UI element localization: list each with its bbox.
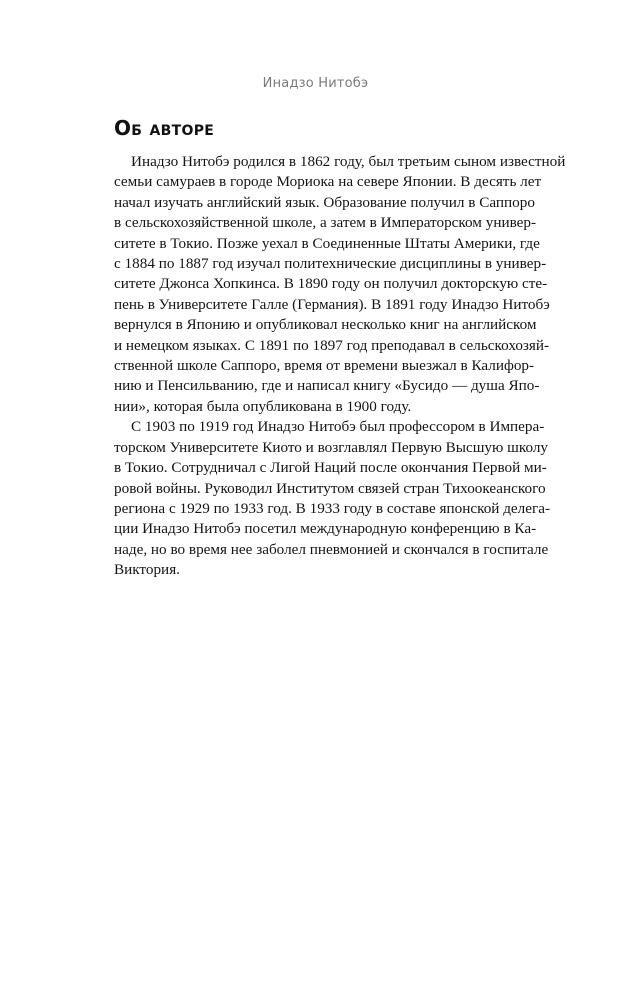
text-line: семьи самураев в городе Мориока на севере Японии. В десять лет — [114, 173, 542, 191]
text-line: ситете Джонса Хопкинса. В 1890 году он получил докторскую сте- — [114, 275, 548, 293]
text-line: торском Университете Киото и возглавлял Первую Высшую школу — [114, 438, 549, 456]
text-line: и немецком языках. С 1891 по 1897 год преподавал в сельскохозяй- — [114, 336, 550, 354]
text-line: ции Инадзо Нитобэ посетил международную конференцию в Ка- — [114, 520, 537, 538]
text-line: в сельскохозяйственной школе, а затем в Императорском универ- — [114, 214, 537, 232]
text-line: региона с 1929 по 1933 год. В 1933 году в составе японской делега- — [114, 499, 551, 517]
text-line: ровой войны. Руководил Институтом связей стран Тихоокеанского — [114, 479, 546, 497]
text-line: ственной школе Саппоро, время от времени выезжал в Калифор- — [114, 357, 535, 375]
text-line: Инадзо Нитобэ родился в 1862 году, был третьим сыном известной — [131, 153, 566, 170]
text-line: пень в Университете Галле (Германия). В 1891 году Инадзо Нитобэ — [114, 295, 550, 313]
text-line: наде, но во время нее заболел пневмонией и скончался в госпитале — [114, 540, 549, 558]
running-head: Инадзо Нитобэ — [262, 76, 369, 91]
text-line: Виктория. — [114, 561, 180, 579]
text-line: начал изучать английский язык. Образование получил в Саппоро — [114, 193, 535, 211]
section-title: Об авторе — [114, 116, 215, 140]
paragraph — [114, 152, 566, 417]
text-line: С 1903 по 1919 год Инадзо Нитобэ был профессором в Импера- — [131, 418, 545, 436]
body-text — [114, 152, 566, 581]
text-line: ситете в Токио. Позже уехал в Соединенные Штаты Америки, где — [114, 234, 540, 252]
text-line: вернулся в Японию и опубликовал несколько книг на английском — [114, 316, 537, 334]
text-line: в Токио. Сотрудничал с Лигой Наций после окончания Первой ми- — [114, 459, 547, 477]
text-line: нии», которая была опубликована в 1900 году. — [114, 397, 412, 415]
text-line: нию и Пенсильванию, где и написал книгу «Бусидо — душа Япо- — [114, 377, 540, 395]
text-line: с 1884 по 1887 год изучал политехнические дисциплины в универ- — [114, 255, 547, 273]
paragraph — [114, 417, 551, 580]
